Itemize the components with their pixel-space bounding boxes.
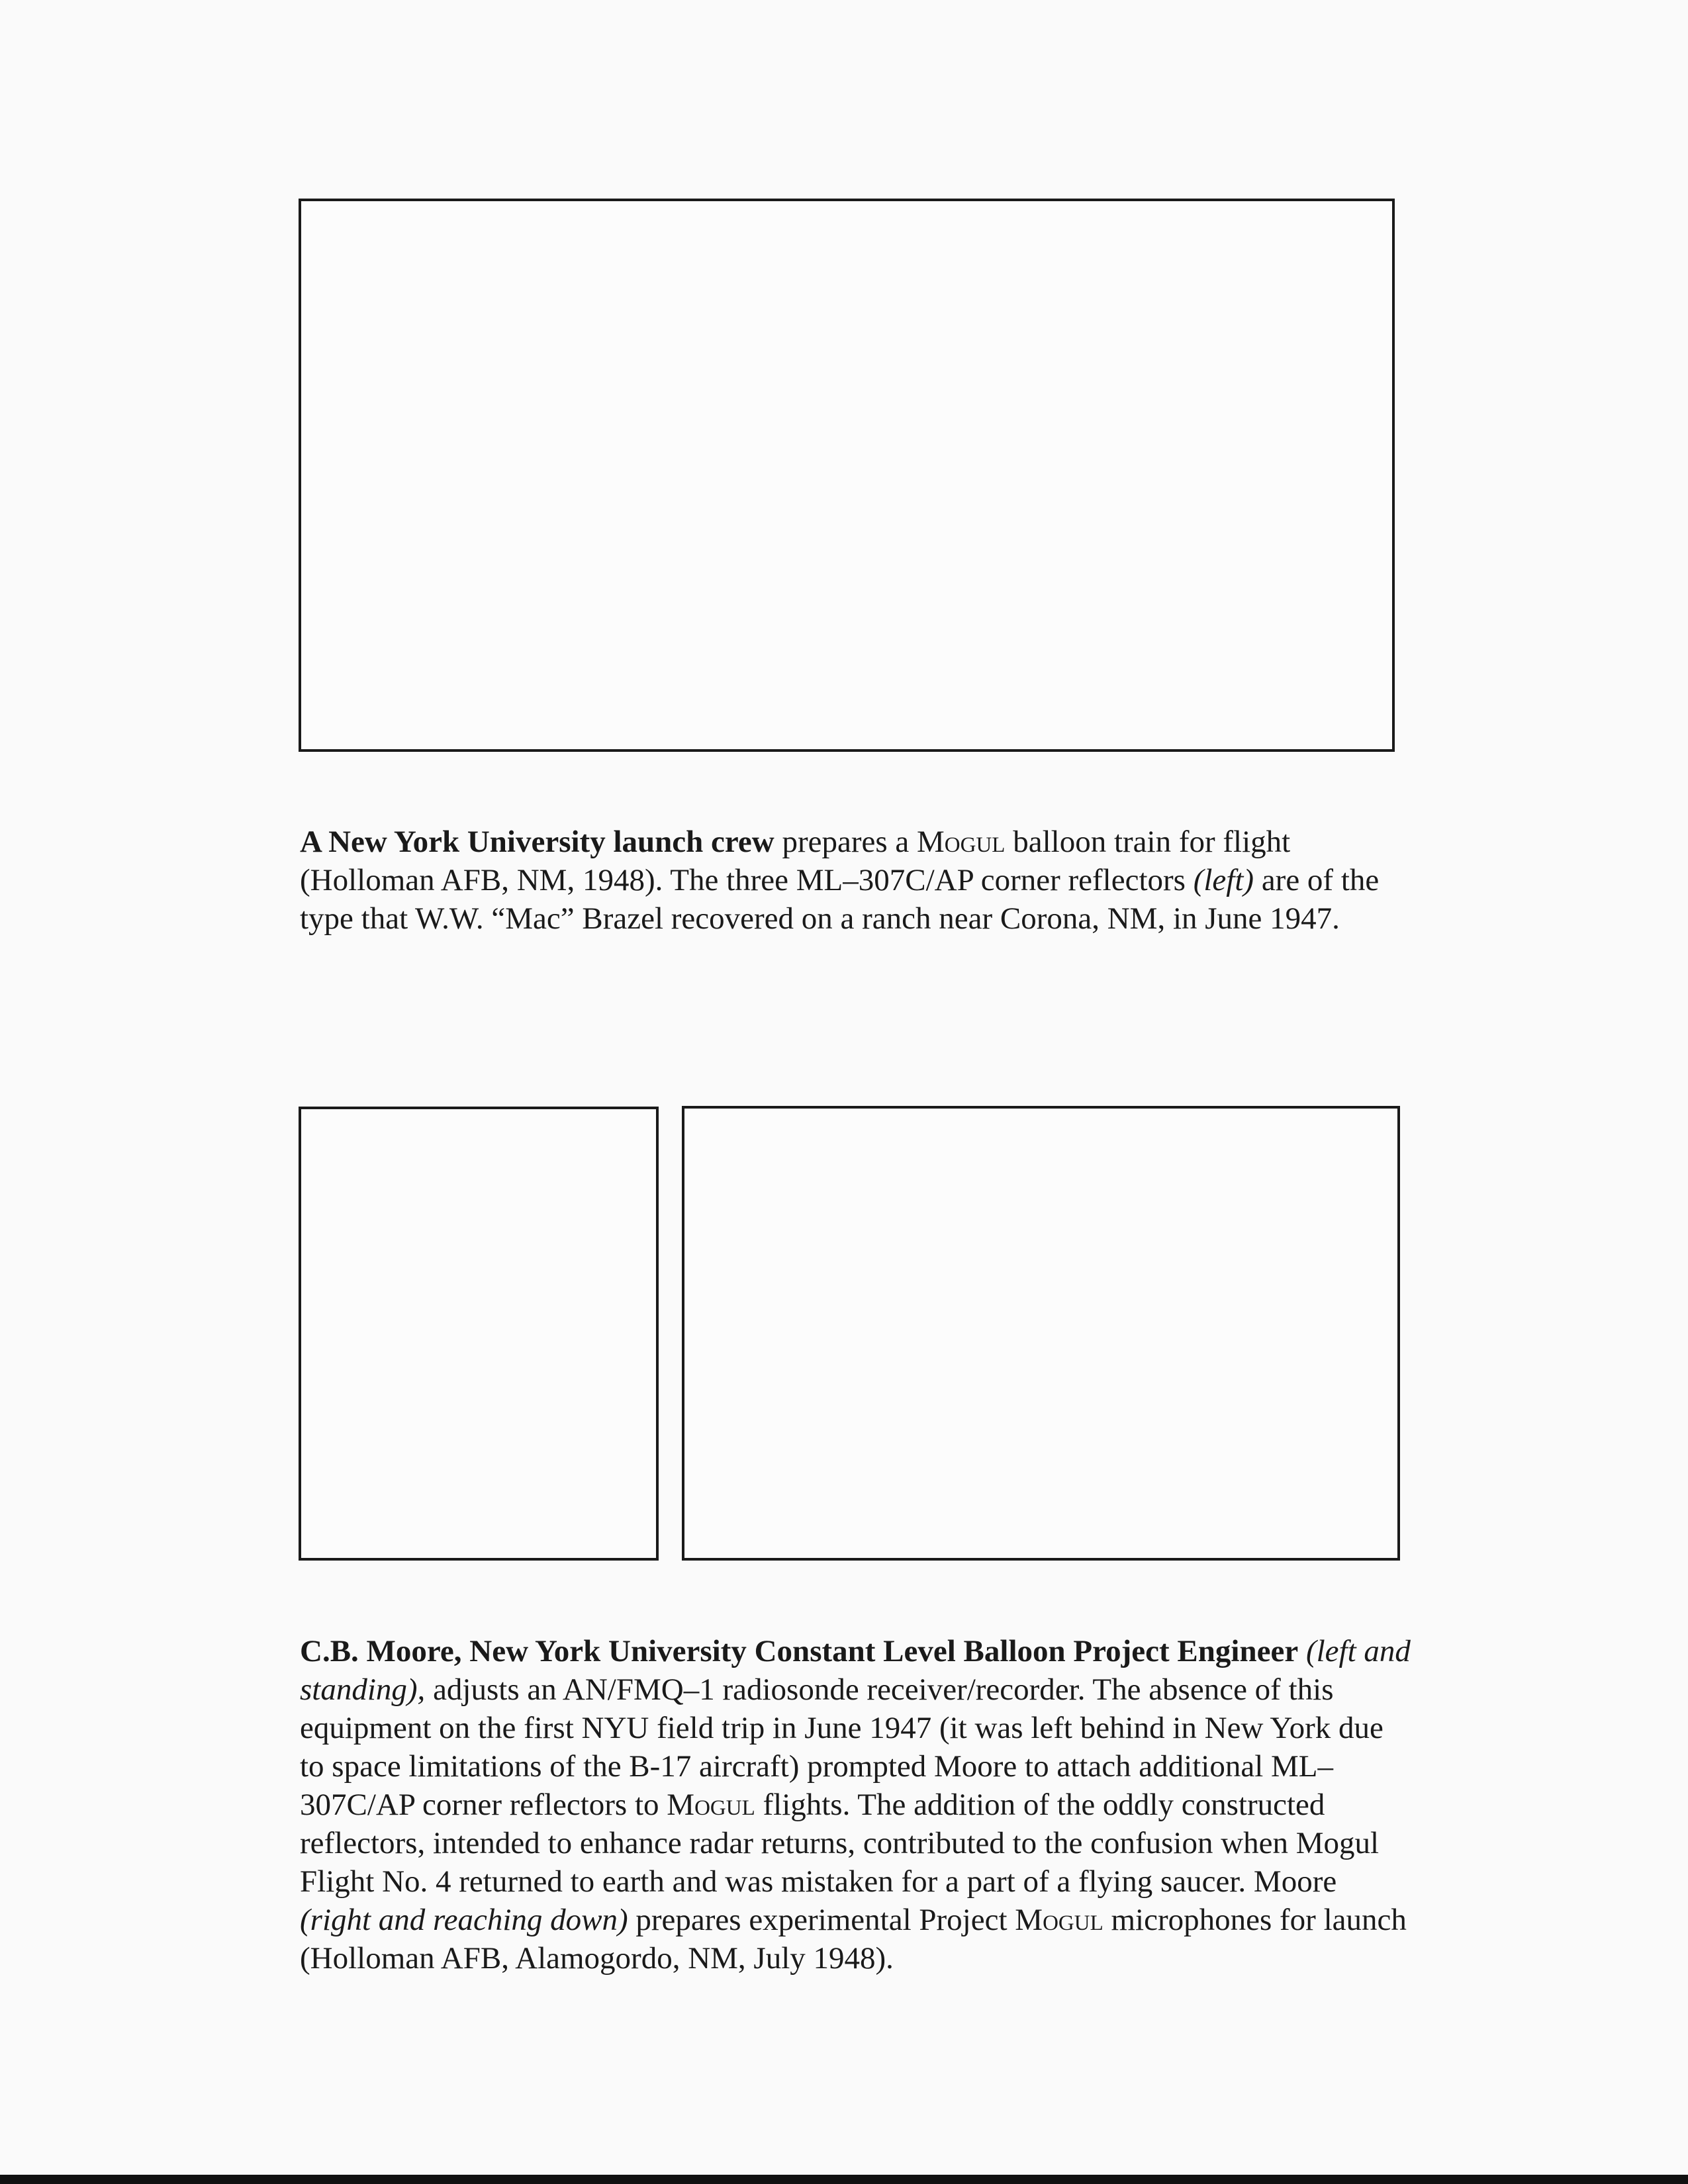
- caption-1-text-1: prepares a: [774, 825, 917, 859]
- moore-standing-photo: [299, 1107, 659, 1561]
- moore-caption: [300, 1632, 1412, 1978]
- launch-crew-caption: [300, 823, 1412, 938]
- caption-2-italic-1: (left and standing),: [300, 1634, 1411, 1707]
- caption-2-text-5: microphones for launch (Holloman AFB, Alamogordo, NM, July 1948).: [300, 1903, 1407, 1976]
- caption-2-text-2: adjusts an AN/FMQ–1 radiosonde receiver/recorder. The absence of this equipment on the first NYU field trip in June 1947 (it was left behind in New York due to space limitations of the B-17 aircraft) prompted Moore to attach additional ML–307C/AP corner reflectors to: [300, 1672, 1383, 1822]
- caption-2-mogul-1: Mogul: [667, 1788, 755, 1822]
- caption-1-mogul: Mogul: [917, 825, 1006, 859]
- caption-2-italic-2: (right and reaching down): [300, 1903, 628, 1937]
- caption-1-bold-lead: A New York University launch crew: [300, 825, 774, 859]
- caption-2-bold-lead: C.B. Moore, New York University Constant Level Balloon Project Engineer: [300, 1634, 1299, 1668]
- caption-1-text-2: balloon train for flight (Holloman AFB, NM, 1948). The three ML–307C/AP corner reflectors: [300, 825, 1291, 897]
- page-bottom-rule: [0, 2175, 1688, 2184]
- caption-2-mogul-2: Mogul: [1015, 1903, 1103, 1937]
- caption-1-text-3: are of the type that W.W. “Mac” Brazel recovered on a ranch near Corona, NM, in June 1947.: [300, 863, 1380, 936]
- caption-2-text-1: [1298, 1634, 1306, 1668]
- caption-2-text-3: flights. The addition of the oddly constructed reflectors, intended to enhance radar returns, contributed to the confusion when Mogul Flight No. 4 returned to earth and was mistaken for a part of a flying saucer. Moore: [300, 1788, 1380, 1899]
- caption-2-text-4: prepares experimental Project: [628, 1903, 1015, 1937]
- caption-1-italic-left: (left): [1193, 863, 1254, 897]
- moore-reaching-photo: [682, 1106, 1400, 1561]
- launch-crew-photo: [299, 199, 1395, 752]
